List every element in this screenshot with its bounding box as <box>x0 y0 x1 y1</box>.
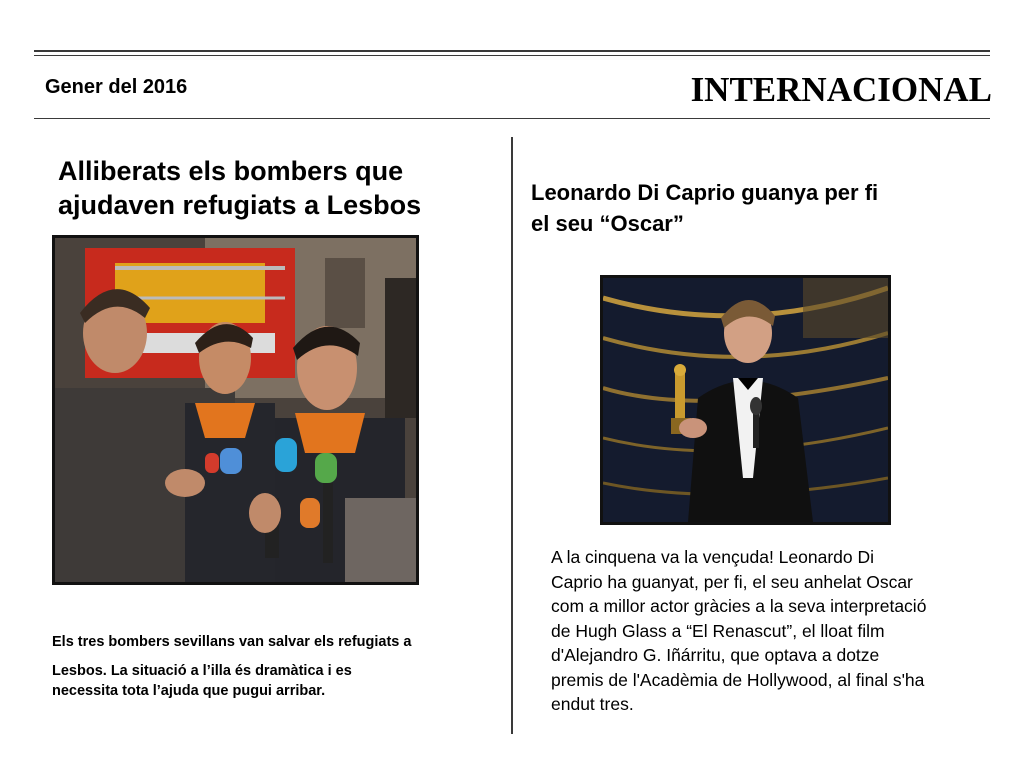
oscar-photo <box>600 275 891 525</box>
body-line: A la cinquena va la vençuda! Leonardo Di <box>551 547 875 567</box>
column-divider <box>511 137 513 734</box>
firefighters-photo <box>52 235 419 585</box>
firefighters-photo-illustration <box>55 238 416 582</box>
masthead-bottom-rule <box>34 118 990 119</box>
body-line: de Hugh Glass a “El Renascut”, el lloat film <box>551 620 885 641</box>
body-line: Caprio ha guanyat, per fi, el seu anhelat Oscar <box>551 571 913 592</box>
left-headline-line: ajudaven refugiats a Lesbos <box>58 190 422 220</box>
body-line: d'Alejandro G. Iñárritu, que optava a dotze <box>551 645 880 665</box>
caption-line: Lesbos. La situació a l’illa és dramàtica i es <box>52 663 352 679</box>
caption-line: necessita tota l’ajuda que pugui arribar. <box>52 683 326 699</box>
body-line: endut tres. <box>551 694 634 714</box>
masthead-top-rule-2 <box>34 55 990 56</box>
issue-date: Gener del 2016 <box>45 76 188 98</box>
caption-line: Els tres bombers sevillans van salvar els refugiats a <box>52 634 412 650</box>
body-line: premis de l'Acadèmia de Hollywood, al final s'ha <box>551 669 925 690</box>
right-headline <box>531 177 971 239</box>
left-headline <box>58 154 478 222</box>
right-headline-line: Leonardo Di Caprio guanya per fi <box>531 180 879 205</box>
oscar-photo-illustration <box>603 278 888 522</box>
left-caption <box>52 632 492 701</box>
body-line: com a millor actor gràcies a la seva interpretació <box>551 596 927 616</box>
left-headline-line: Alliberats els bombers que <box>58 156 404 186</box>
right-body <box>551 545 991 717</box>
masthead-top-rule-1 <box>34 50 990 52</box>
section-title: INTERNACIONAL <box>690 70 992 109</box>
right-headline-line: el seu “Oscar” <box>531 211 684 236</box>
